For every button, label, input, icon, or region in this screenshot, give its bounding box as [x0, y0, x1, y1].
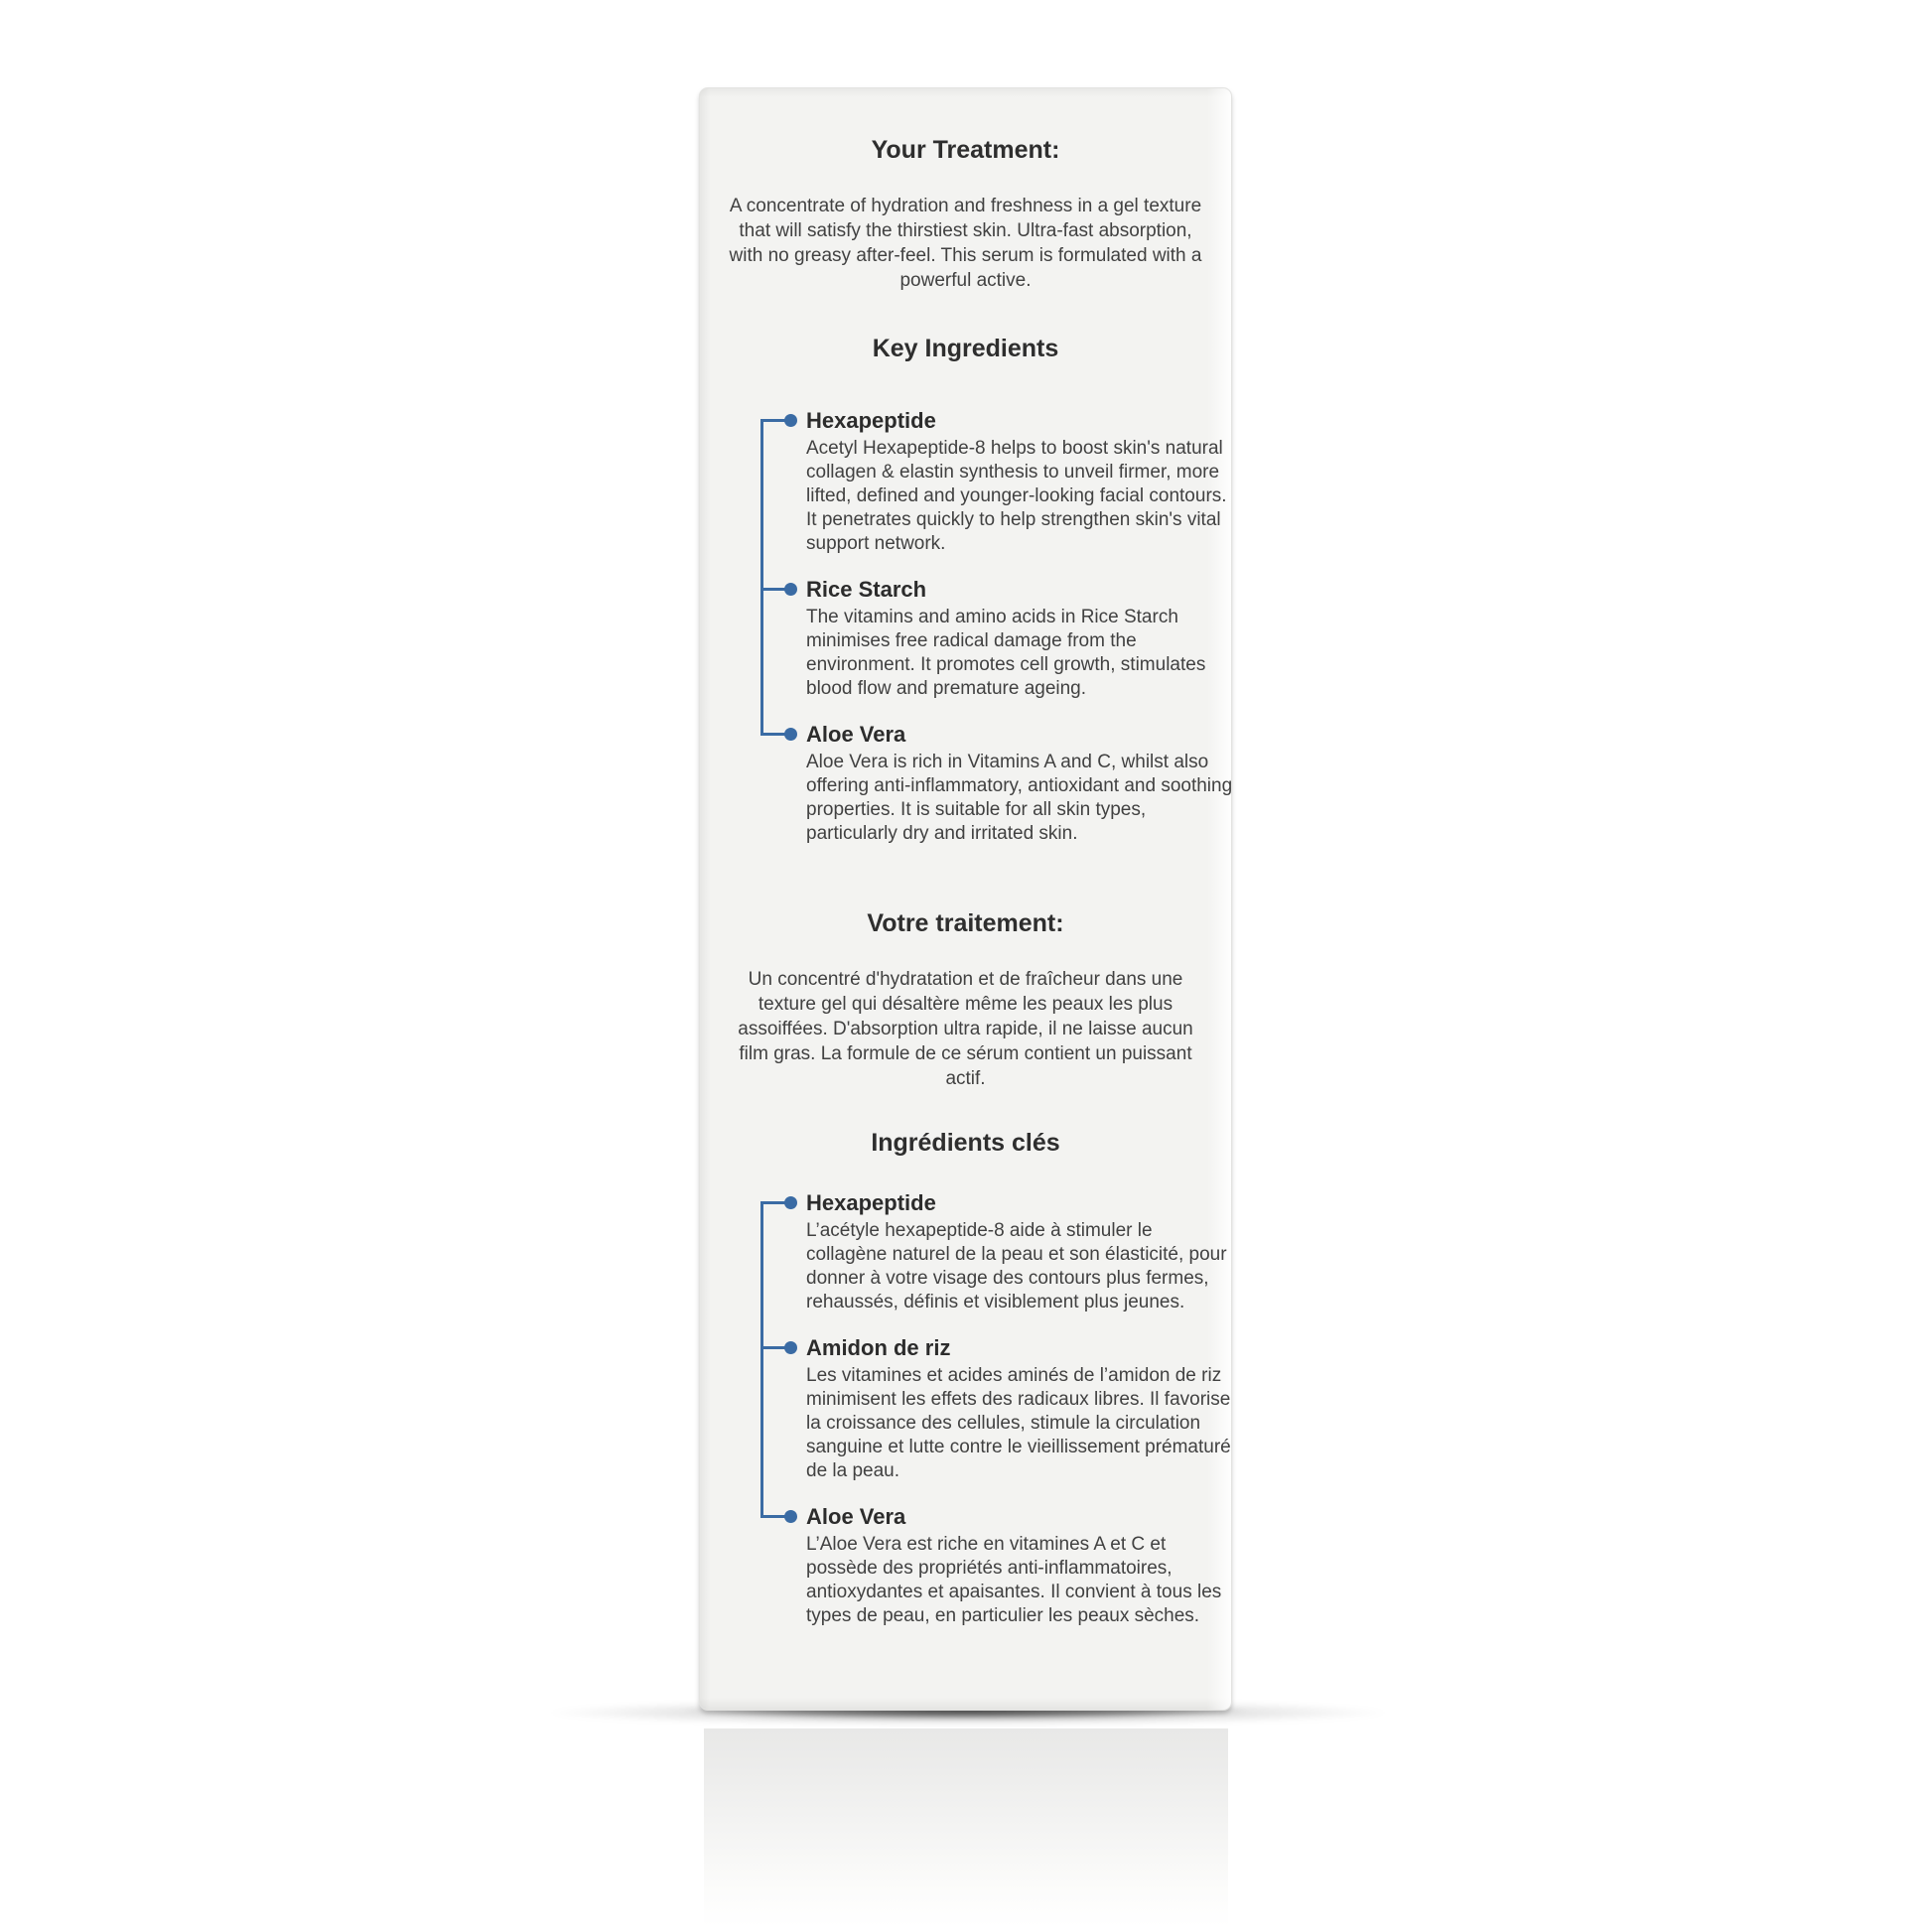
panel-content — [700, 88, 1231, 1628]
ingredient-name: Amidon de riz — [806, 1335, 951, 1360]
bullet-dot-icon — [784, 1510, 797, 1523]
english-treatment-title: Your Treatment: — [871, 136, 1060, 164]
ingredient-list — [806, 1190, 1235, 1628]
bullet-dot-icon — [784, 1196, 797, 1209]
ingredient-name: Rice Starch — [806, 577, 927, 602]
connector-stub — [760, 588, 786, 591]
bullet-dot-icon — [784, 414, 797, 427]
connector-stub — [760, 1515, 786, 1518]
product-box-back-panel — [699, 87, 1232, 1711]
ingredient-description: L’Aloe Vera est riche en vitamines A et C et possède des propriétés anti-inflammatoires, antioxydantes et apaisantes. Il convient à tous les types de peau, en particulier les peaux sèches. — [806, 1534, 1222, 1626]
list-item — [806, 1190, 1235, 1314]
ingredient-list — [806, 408, 1235, 846]
ingredient-name: Hexapeptide — [806, 1190, 936, 1215]
french-treatment-title: Votre traitement: — [867, 909, 1064, 937]
connector-stub — [760, 1201, 786, 1204]
connector-stub — [760, 419, 786, 422]
ingredient-description: The vitamins and amino acids in Rice Starch minimises free radical damage from the environment. It promotes cell growth, stimulates blood flow and premature ageing. — [806, 607, 1206, 699]
ingredient-name: Aloe Vera — [806, 1504, 906, 1529]
ingredient-description: Les vitamines et acides aminés de l’amidon de riz minimisent les effets des radicaux libres. Il favorise la croissance des cellules, stimule la circulation sanguine et lutte contre le vieillissement prématuré de la peau. — [806, 1365, 1231, 1481]
ingredient-connector-line — [760, 1201, 763, 1518]
french-treatment-description: Un concentré d'hydratation et de fraîcheur dans une texture gel qui désaltère même les peaux les plus assoiffées. D'absorption ultra rapide, il ne laisse aucun film gras. La formule de ce sérum contient un puissant actif. — [738, 969, 1193, 1089]
bullet-dot-icon — [784, 1341, 797, 1354]
ingredient-name: Aloe Vera — [806, 722, 906, 747]
ingredient-description: Aloe Vera is rich in Vitamins A and C, whilst also offering anti-inflammatory, antioxidant and soothing properties. It is suitable for all skin types, particularly dry and irritated skin. — [806, 752, 1233, 844]
french-ingredients-title: Ingrédients clés — [871, 1129, 1060, 1157]
list-item — [806, 577, 1235, 701]
connector-stub — [760, 1346, 786, 1349]
list-item — [806, 1335, 1235, 1483]
english-ingredients-title: Key Ingredients — [872, 335, 1059, 362]
ingredient-name: Hexapeptide — [806, 408, 936, 433]
list-item — [806, 722, 1235, 846]
list-item — [806, 408, 1235, 556]
english-treatment-description: A concentrate of hydration and freshness in a gel texture that will satisfy the thirstiest skin. Ultra-fast absorption, with no greasy after-feel. This serum is formulated with a powerful active. — [729, 196, 1202, 291]
ingredient-connector-line — [760, 419, 763, 736]
list-item — [806, 1504, 1235, 1628]
ingredient-description: Acetyl Hexapeptide-8 helps to boost skin's natural collagen & elastin synthesis to unveil firmer, more lifted, defined and younger-looking facial contours. It penetrates quickly to help strengthen skin's vital support network. — [806, 438, 1227, 554]
bullet-dot-icon — [784, 583, 797, 596]
connector-stub — [760, 733, 786, 736]
ingredient-description: L’acétyle hexapeptide-8 aide à stimuler le collagène naturel de la peau et son élasticité, pour donner à votre visage des contours plus fermes, rehaussés, définis et visiblement plus jeunes. — [806, 1220, 1227, 1312]
box-reflection — [704, 1728, 1228, 1927]
bullet-dot-icon — [784, 728, 797, 741]
